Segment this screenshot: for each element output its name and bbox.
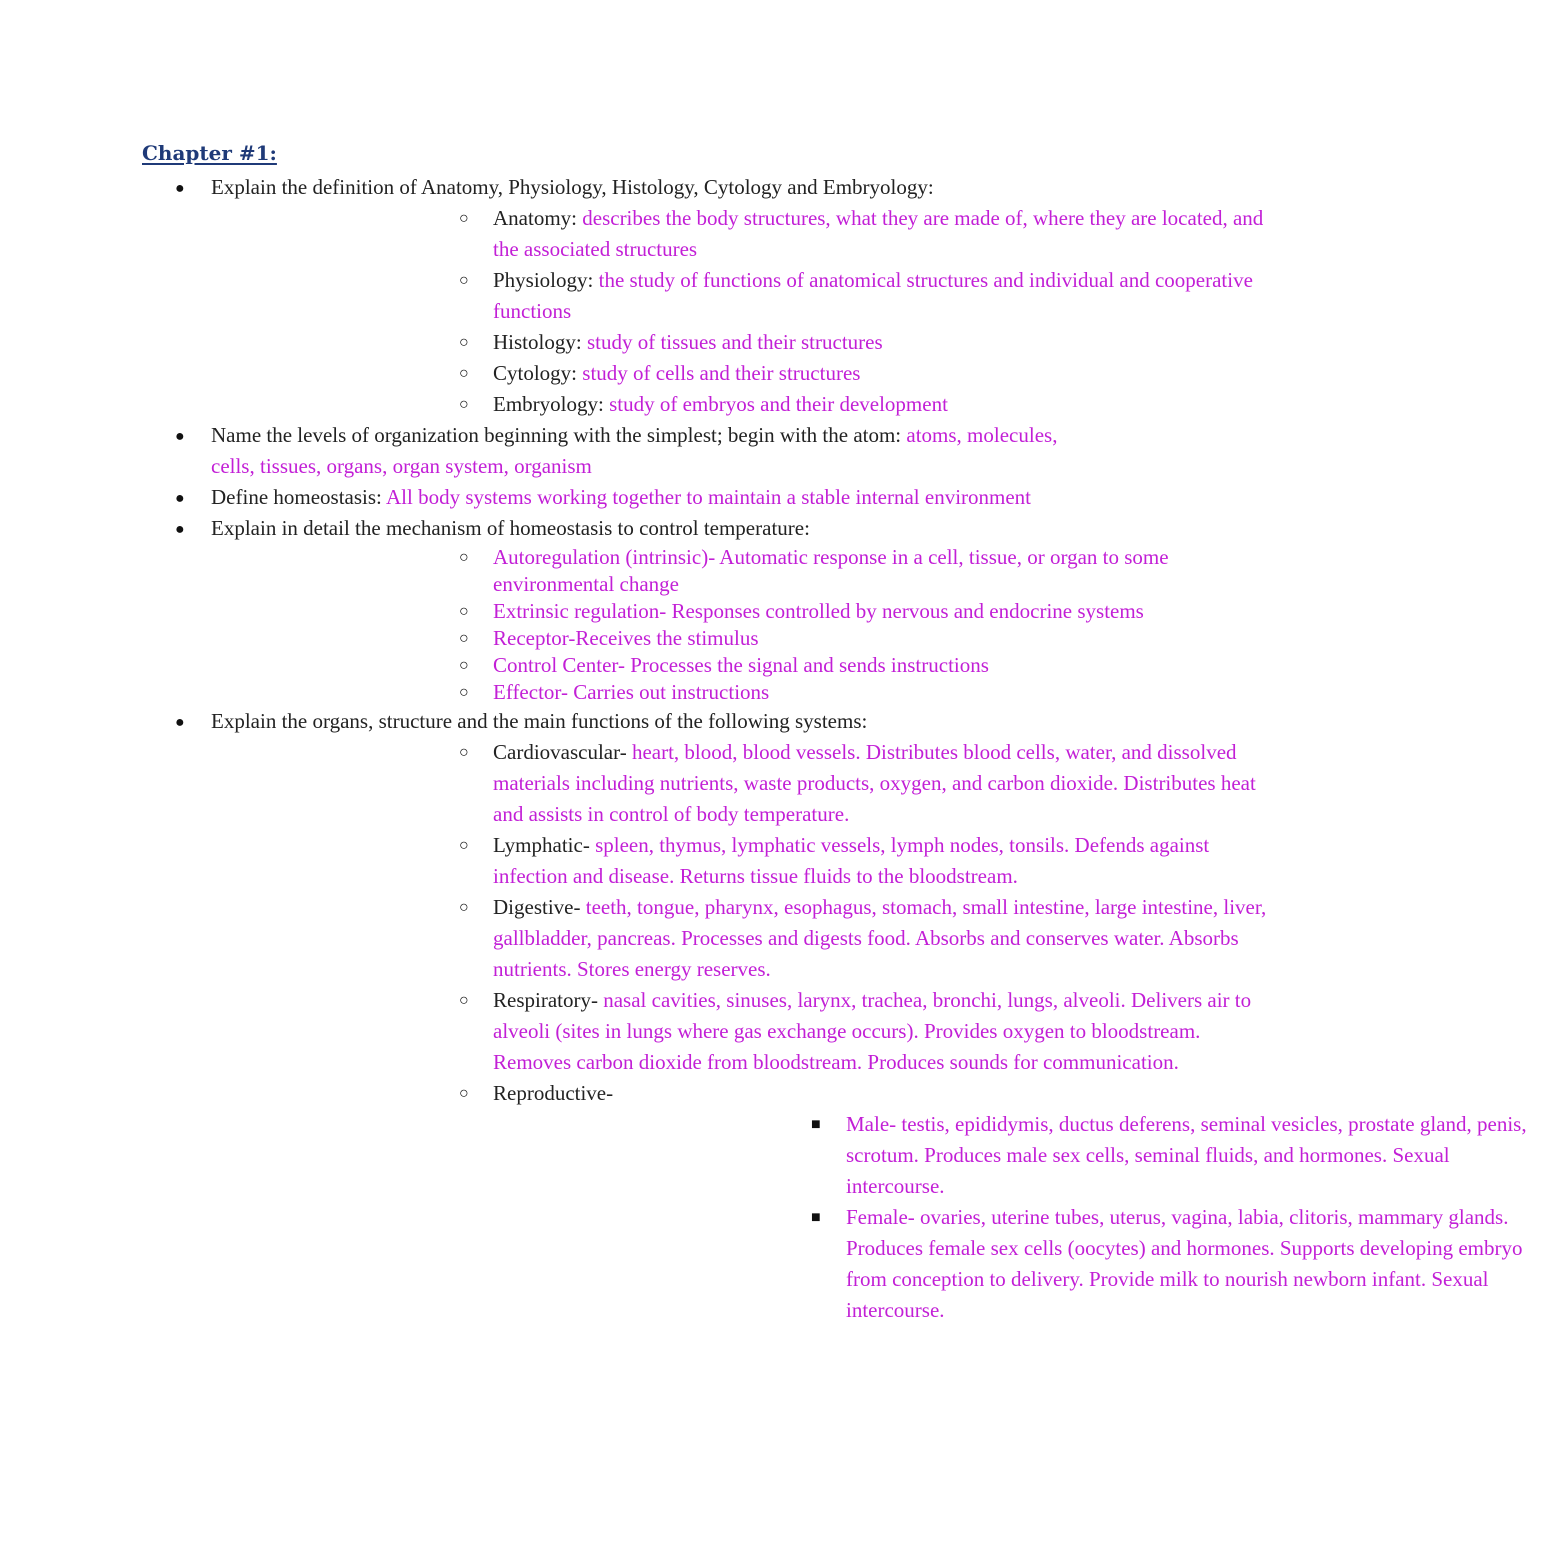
question-text: Explain the organs, structure and the main functions of the following systems: bbox=[211, 709, 868, 733]
answer-text: Autoregulation (intrinsic)- Automatic response in a cell, tissue, or organ to some environmental change bbox=[493, 545, 1169, 596]
answer-text: Extrinsic regulation- Responses controlled by nervous and endocrine systems bbox=[493, 599, 1144, 623]
answer-text: atoms, molecules, cells, tissues, organs, organ system, organism bbox=[211, 423, 1058, 478]
definition-item bbox=[211, 389, 1273, 420]
question-text: Explain the definition of Anatomy, Physiology, Histology, Cytology and Embryology: bbox=[211, 175, 934, 199]
answer-text: teeth, tongue, pharynx, esophagus, stomach, small intestine, large intestine, liver, gallbladder, pancreas. Processes and digests food. Absorbs and conserves water. Absorbs nutrients. Stores energy reserves. bbox=[493, 895, 1267, 981]
question-text: Name the levels of organization beginning with the simplest; begin with the atom: bbox=[211, 423, 907, 447]
term-label: Cytology: bbox=[493, 361, 583, 385]
mechanism-item bbox=[211, 544, 1273, 598]
term-label: Reproductive- bbox=[493, 1081, 614, 1105]
bullet-marker: ○ bbox=[459, 992, 469, 1009]
list-item-temperature-control bbox=[0, 513, 1169, 706]
answer-text: Female- ovaries, uterine tubes, uterus, vagina, labia, clitoris, mammary glands. Produces female sex cells (oocytes) and hormones. Supports developing embryo from conception to delivery. Provide milk to nourish newborn infant. Sexual intercourse. bbox=[846, 1205, 1523, 1322]
list-item-definitions bbox=[0, 172, 1264, 420]
answer-text: study of tissues and their structures bbox=[586, 330, 883, 354]
reproductive-sublist bbox=[493, 1109, 1527, 1326]
list-item-levels-of-organization bbox=[0, 420, 1066, 482]
answer-text: Receptor-Receives the stimulus bbox=[493, 626, 759, 650]
definitions-sublist bbox=[211, 203, 1264, 420]
reproductive-item bbox=[493, 1109, 1551, 1202]
bullet-marker: ○ bbox=[459, 630, 469, 647]
system-item bbox=[211, 737, 1273, 830]
term-label: Anatomy: bbox=[493, 206, 583, 230]
definition-item bbox=[211, 265, 1273, 327]
answer-text: nasal cavities, sinuses, larynx, trachea, bronchi, lungs, alveoli. Delivers air to alveoli (sites in lungs where gas exchange occurs). Provides oxygen to bloodstream. Removes carbon dioxide from bloodstream. Produces sounds for communication. bbox=[493, 988, 1252, 1074]
answer-text: Control Center- Processes the signal and sends instructions bbox=[493, 653, 989, 677]
bullet-marker: ○ bbox=[459, 657, 469, 674]
answer-text: All body systems working together to maintain a stable internal environment bbox=[385, 485, 1032, 509]
list-item-organ-systems bbox=[0, 706, 1527, 1326]
chapter-heading: Chapter #1: bbox=[142, 141, 277, 165]
bullet-marker: ○ bbox=[459, 899, 469, 916]
answer-text: spleen, thymus, lymphatic vessels, lymph nodes, tonsils. Defends against infection and disease. Returns tissue fluids to the bloodstream. bbox=[493, 833, 1210, 888]
bullet-marker: ○ bbox=[459, 1085, 469, 1102]
bullet-marker: ● bbox=[175, 714, 185, 731]
bullet-marker: ○ bbox=[459, 837, 469, 854]
bullet-marker: ● bbox=[175, 180, 185, 197]
term-label: Histology: bbox=[493, 330, 587, 354]
question-text: Explain in detail the mechanism of homeostasis to control temperature: bbox=[211, 516, 810, 540]
bullet-marker: ○ bbox=[459, 334, 469, 351]
question-text: Define homeostasis: bbox=[211, 485, 386, 509]
bullet-marker: ● bbox=[175, 490, 185, 507]
bullet-marker: ● bbox=[175, 428, 185, 445]
mechanism-item bbox=[211, 679, 1273, 706]
bullet-marker: ○ bbox=[459, 684, 469, 701]
system-item bbox=[211, 892, 1273, 985]
answer-text: Male- testis, epididymis, ductus deferens, seminal vesicles, prostate gland, penis, scrotum. Produces male sex cells, seminal fluids, and hormones. Sexual intercourse. bbox=[846, 1112, 1527, 1198]
term-label: Respiratory- bbox=[493, 988, 604, 1012]
bullet-marker: ● bbox=[175, 521, 185, 538]
answer-text: study of cells and their structures bbox=[582, 361, 861, 385]
main-list bbox=[0, 172, 1527, 1326]
bullet-marker: ■ bbox=[811, 1209, 821, 1226]
answer-text: study of embryos and their development bbox=[609, 392, 948, 416]
reproductive-item bbox=[493, 1202, 1551, 1326]
mechanism-item bbox=[211, 598, 1273, 625]
term-label: Cardiovascular- bbox=[493, 740, 632, 764]
answer-text: Effector- Carries out instructions bbox=[493, 680, 770, 704]
bullet-marker: ○ bbox=[459, 744, 469, 761]
term-label: Lymphatic- bbox=[493, 833, 596, 857]
definition-item bbox=[211, 203, 1273, 265]
system-item bbox=[211, 830, 1273, 892]
system-item bbox=[211, 985, 1273, 1078]
systems-sublist bbox=[211, 737, 1527, 1326]
system-item bbox=[211, 1078, 1527, 1326]
bullet-marker: ○ bbox=[459, 365, 469, 382]
bullet-marker: ○ bbox=[459, 210, 469, 227]
definition-item bbox=[211, 327, 1273, 358]
answer-text: heart, blood, blood vessels. Distributes blood cells, water, and dissolved materials including nutrients, waste products, oxygen, and carbon dioxide. Distributes heat and assists in control of body temperature. bbox=[493, 740, 1256, 826]
mechanism-sublist bbox=[211, 544, 1169, 706]
term-label: Embryology: bbox=[493, 392, 610, 416]
answer-text: the study of functions of anatomical structures and individual and cooperative functions bbox=[493, 268, 1253, 323]
definition-item bbox=[211, 358, 1273, 389]
notes-body bbox=[0, 172, 1527, 1326]
bullet-marker: ■ bbox=[811, 1116, 821, 1133]
bullet-marker: ○ bbox=[459, 272, 469, 289]
term-label: Digestive- bbox=[493, 895, 586, 919]
list-item-homeostasis bbox=[0, 482, 1066, 513]
bullet-marker: ○ bbox=[459, 396, 469, 413]
mechanism-item bbox=[211, 652, 1273, 679]
bullet-marker: ○ bbox=[459, 549, 469, 566]
mechanism-item bbox=[211, 625, 1273, 652]
bullet-marker: ○ bbox=[459, 603, 469, 620]
term-label: Physiology: bbox=[493, 268, 599, 292]
answer-text: describes the body structures, what they are made of, where they are located, and the associated structures bbox=[493, 206, 1264, 261]
